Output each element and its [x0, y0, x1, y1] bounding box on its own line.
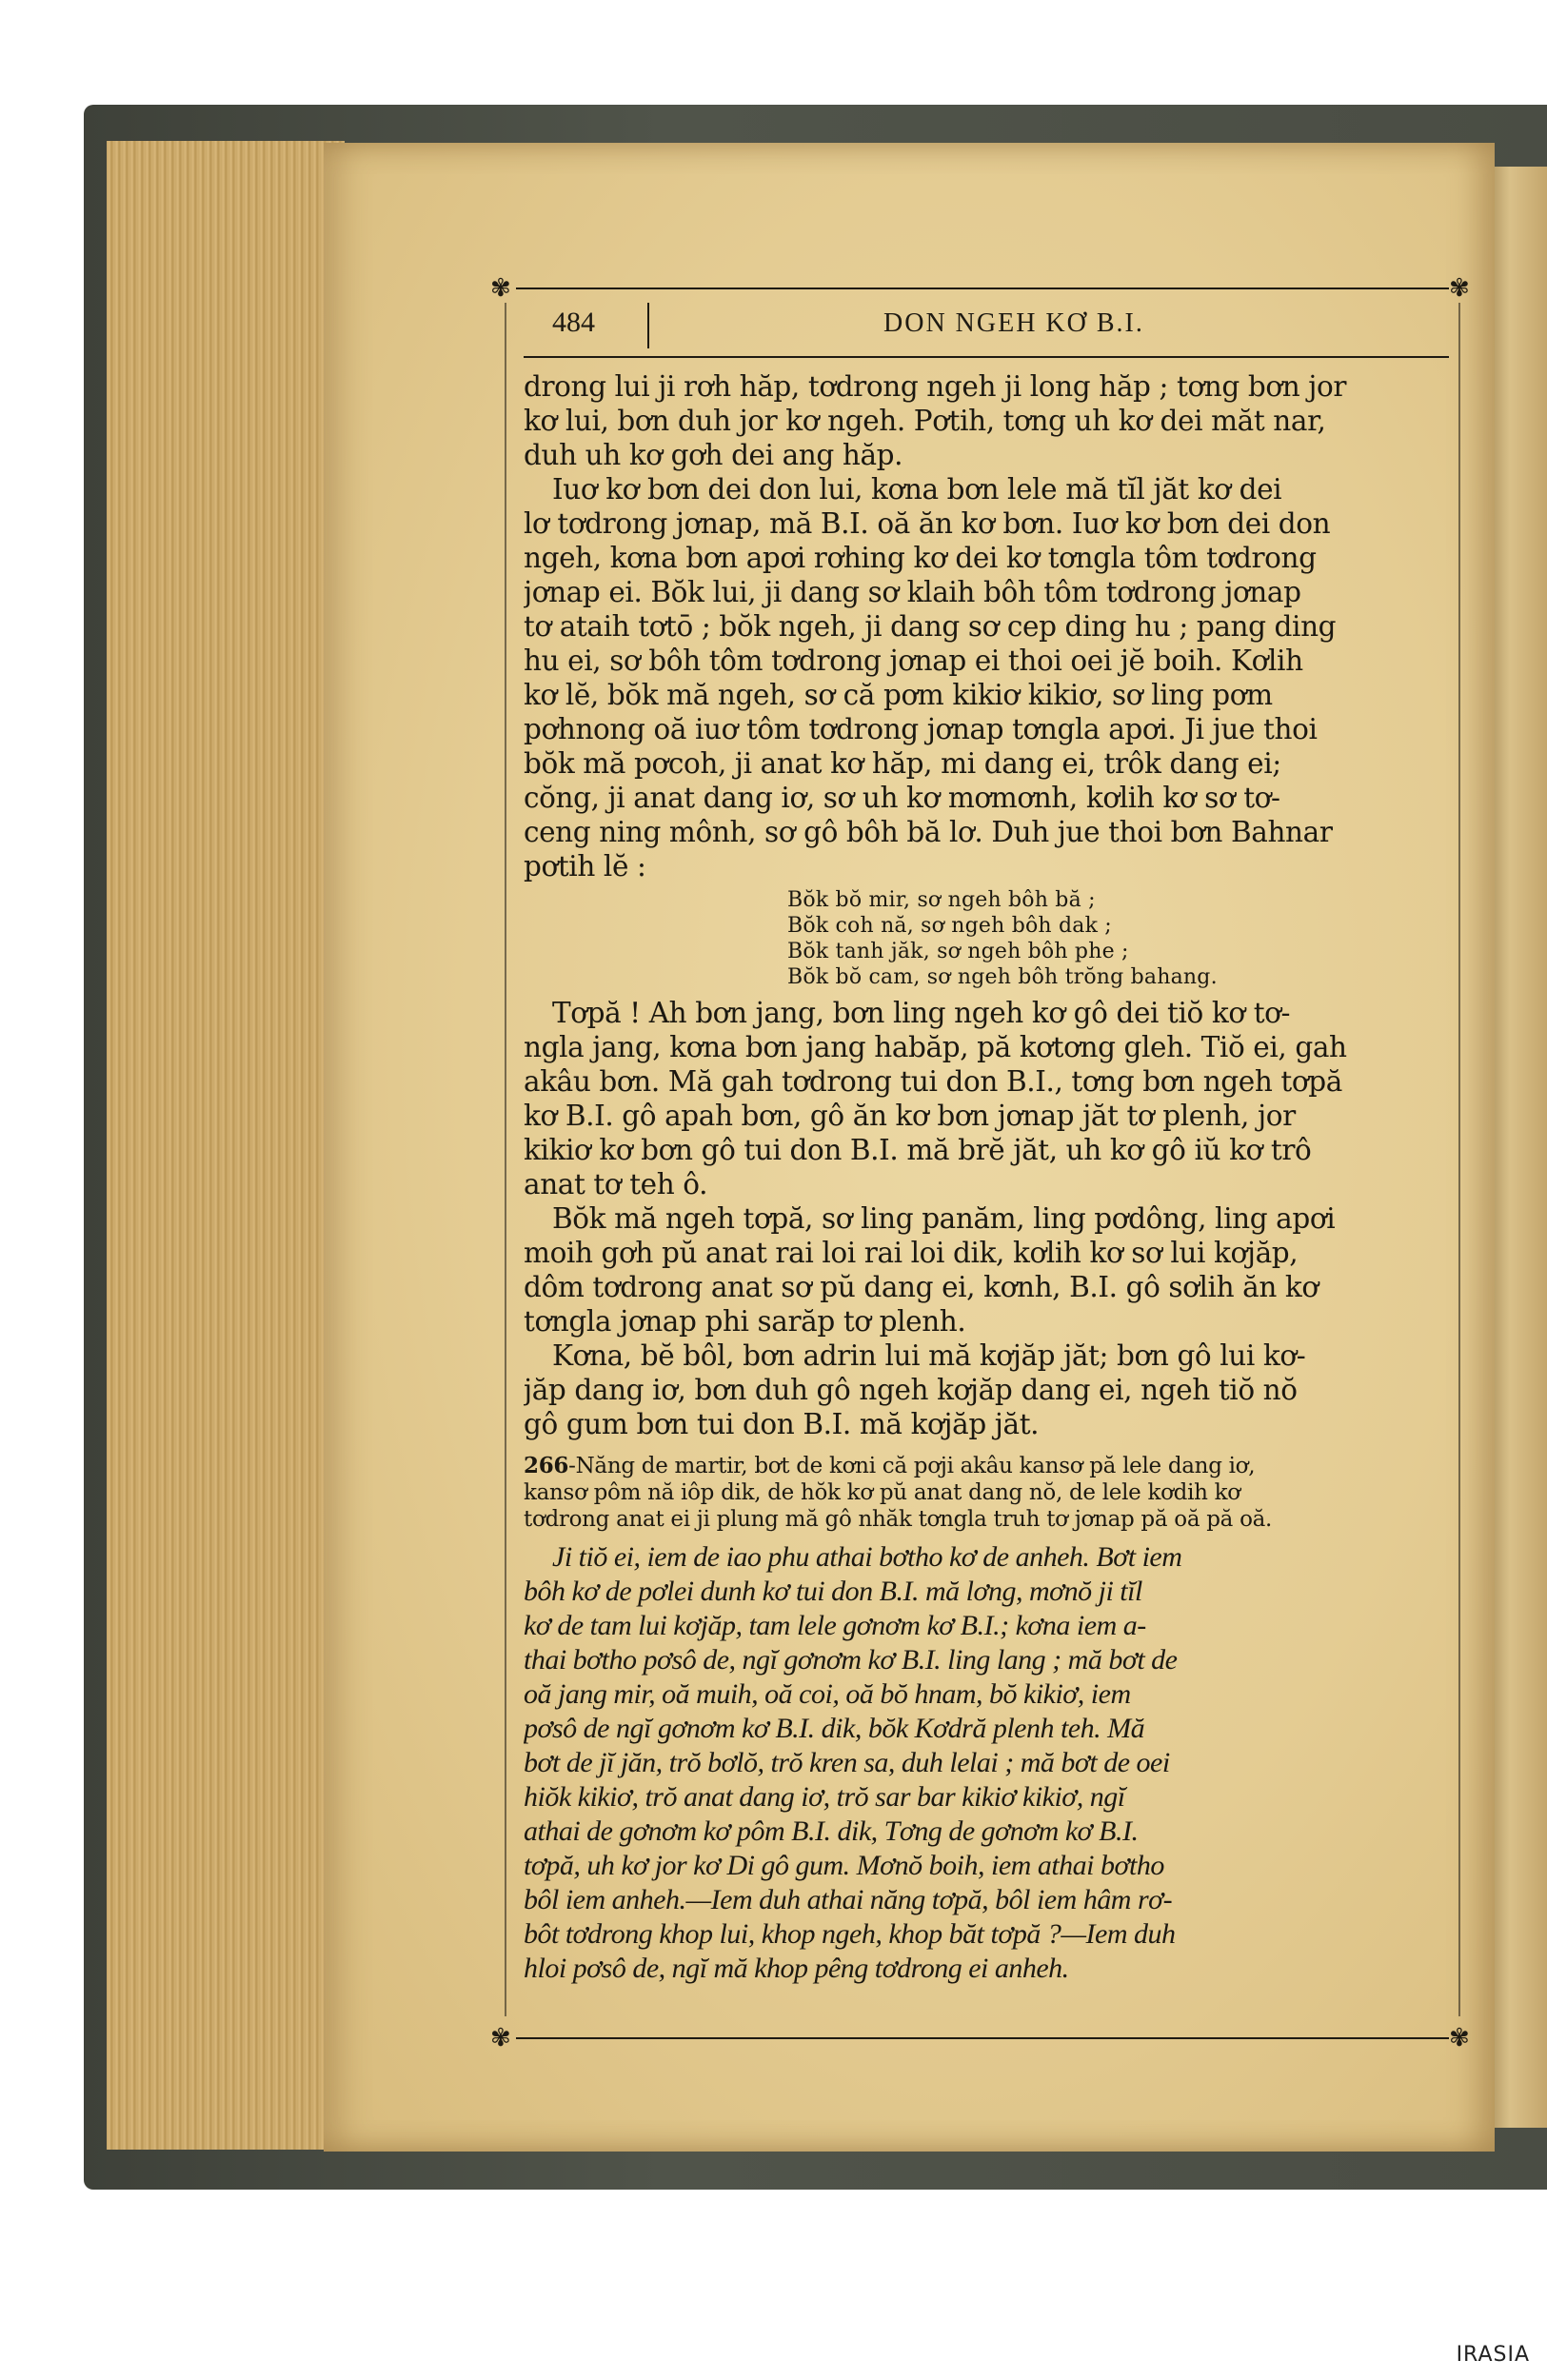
text-line: anat tơ teh ô. — [524, 1168, 708, 1200]
text-line: moih gơh pŭ anat rai loi rai loi dik, kơlih kơ sơ lui kơjăp, — [524, 1237, 1299, 1269]
italic-line: tơpă, uh kơ jor kơ Di gô gum. Mơnŏ boih, iem athai bơtho — [524, 1850, 1164, 1881]
page-number: 484 — [552, 307, 595, 338]
text-line: cŏng, ji anat dang iơ, sơ uh kơ mơmơnh, kơlih kơ sơ tơ- — [524, 782, 1280, 814]
text-line: Kơna, bĕ bôl, bơn adrin lui mă kơjăp jăt; bơn gô lui kơ- — [552, 1339, 1306, 1372]
text-line: jơnap ei. Bŏk lui, ji dang sơ klaih bôh tôm tơdrong jơnap — [524, 576, 1301, 608]
text-line: gô gum bơn tui don B.I. mă kơjăp jăt. — [524, 1408, 1040, 1440]
verse-line: Bŏk coh nă, sơ ngeh bôh dak ; — [787, 914, 1112, 938]
proverb-verse — [524, 887, 1449, 990]
text-line: akâu bơn. Mă gah tơdrong tui don B.I., tơng bơn ngeh tơpă — [524, 1065, 1342, 1098]
text-line: bŏk mă pơcoh, ji anat kơ hăp, mi dang ei, trôk dang ei; — [524, 747, 1281, 780]
verse-line: Bŏk bŏ cam, sơ ngeh bôh trŏng bahang. — [787, 965, 1218, 989]
paragraphs-part-2 — [524, 996, 1449, 1441]
right-margin-rule — [1458, 303, 1460, 2016]
section-number: 266 — [524, 1453, 569, 1478]
text-line: Bŏk mă ngeh tơpă, sơ ling panăm, ling pơdông, ling apơi — [552, 1202, 1336, 1235]
text-line: hu ei, sơ bôh tôm tơdrong jơnap ei thoi oei jĕ boih. Kơlih — [524, 645, 1303, 677]
italic-line: hloi pơsô de, ngĭ mă khop pêng tơdrong ei anheh. — [524, 1953, 1069, 1984]
italic-line: Ji tiŏ ei, iem de iao phu athai bơtho kơ de anheh. Bơt iem — [552, 1541, 1182, 1573]
italic-line: bôt tơdrong khop lui, khop ngeh, khop băt tơpă ?—Iem duh — [524, 1918, 1176, 1950]
ornament-bottom-right: ✾ — [1449, 2024, 1470, 2052]
text-line: drong lui ji rơh hăp, tơdrong ngeh ji long hăp ; tơng bơn jor — [524, 370, 1347, 403]
top-rule — [516, 288, 1449, 289]
text-line: lơ tơdrong jơnap, mă B.I. oă ăn kơ bơn. Iuơ kơ bơn dei don — [524, 507, 1331, 540]
paragraphs-part-1 — [524, 369, 1449, 883]
text-line: tơngla jơnap phi sarăp tơ plenh. — [524, 1305, 966, 1338]
italic-line: thai bơtho pơsô de, ngĭ gơnơm kơ B.I. ling lang ; mă bơt de — [524, 1644, 1178, 1676]
italic-line: bơt de jĭ jăn, trŏ bơlŏ, trŏ kren sa, duh lelai ; mă bơt de oei — [524, 1747, 1170, 1778]
text-line: tơ ataih tơtō ; bŏk ngeh, ji dang sơ cep ding hu ; pang ding — [524, 610, 1337, 643]
section-line: kansơ pôm nă iôp dik, de hŏk kơ pŭ anat dang nŏ, de lele kơdih kơ — [524, 1480, 1240, 1505]
text-line: ngeh, kơna bơn apơi rơhing kơ dei kơ tơngla tôm tơdrong — [524, 542, 1317, 574]
header-divider — [647, 303, 649, 348]
ornament-top-right: ✾ — [1449, 274, 1470, 302]
italic-line: bôh kơ de pơlei dunh kơ tui don B.I. mă lơng, mơnŏ ji tĭl — [524, 1576, 1142, 1607]
section-line: tơdrong anat ei ji plung mă gô nhăk tơngla truh tơ jơnap pă oă pă oă. — [524, 1507, 1273, 1532]
text-line: kikiơ kơ bơn gô tui don B.I. mă brĕ jăt, uh kơ gô iŭ kơ trô — [524, 1134, 1312, 1166]
section-266 — [524, 1453, 1449, 1533]
italic-line: bôl iem anheh.—Iem duh athai năng tơpă, bôl iem hâm rơ- — [524, 1884, 1173, 1915]
watermark: IRASIA — [1456, 2343, 1530, 2367]
text-line: Iuơ kơ bơn dei don lui, kơna bơn lele mă tĭl jăt kơ dei — [552, 473, 1282, 506]
verse-line: Bŏk bŏ mir, sơ ngeh bôh bă ; — [787, 888, 1096, 912]
text-line: pơtih lĕ : — [524, 850, 646, 883]
page-edges — [107, 141, 345, 2150]
italic-instruction — [524, 1540, 1449, 1986]
text-line: jăp dang iơ, bơn duh gô ngeh kơjăp dang ei, ngeh tiŏ nŏ — [524, 1374, 1298, 1406]
italic-line: pơsô de ngĭ gơnơm kơ B.I. dik, bŏk Kơdră plenh teh. Mă — [524, 1713, 1145, 1744]
page-header — [543, 303, 1457, 350]
header-rule — [524, 356, 1449, 358]
text-line: dôm tơdrong anat sơ pŭ dang ei, kơnh, B.I. gô sơlih ăn kơ — [524, 1271, 1319, 1303]
bottom-rule — [516, 2037, 1449, 2039]
italic-line: kơ de tam lui kơjăp, tam lele gơnơm kơ B.I.; kơna iem a- — [524, 1610, 1146, 1641]
running-title: DON NGEH KƠ B.I. — [883, 308, 1144, 338]
text-line: kơ B.I. gô apah bơn, gô ăn kơ bơn jơnap jăt tơ plenh, jor — [524, 1100, 1296, 1132]
italic-line: athai de gơnơm kơ pôm B.I. dik, Tơng de gơnơm kơ B.I. — [524, 1815, 1139, 1847]
section-line — [524, 1453, 1449, 1479]
left-margin-rule — [505, 303, 506, 2016]
ornament-bottom-left: ✾ — [490, 2024, 511, 2052]
italic-line: hiŏk kikiơ, trŏ anat dang iơ, trŏ sar bar kikiơ kikiơ, ngĭ — [524, 1781, 1125, 1813]
text-line: pơhnong oă iuơ tôm tơdrong jơnap tơngla apơi. Ji jue thoi — [524, 713, 1318, 745]
text-line: kơ lui, bơn duh jor kơ ngeh. Pơtih, tơng uh kơ dei măt nar, — [524, 405, 1326, 437]
text-line: duh uh kơ gơh dei ang hăp. — [524, 439, 903, 471]
text-line: kơ lĕ, bŏk mă ngeh, sơ că pơm kikiơ kikiơ, sơ ling pơm — [524, 679, 1273, 711]
text-line: ceng ning mônh, sơ gô bôh bă lơ. Duh jue thoi bơn Bahnar — [524, 816, 1333, 848]
italic-line: oă jang mir, oă muih, oă coi, oă bŏ hnam, bŏ kikiơ, iem — [524, 1678, 1131, 1710]
page-body — [524, 369, 1449, 1986]
text-line: ngla jang, kơna bơn jang habăp, pă kơtơng gleh. Tiŏ ei, gah — [524, 1031, 1347, 1063]
text-line: Tơpă ! Ah bơn jang, bơn ling ngeh kơ gô dei tiŏ kơ tơ- — [552, 997, 1291, 1029]
ornament-top-left: ✾ — [490, 274, 511, 302]
verse-line: Bŏk tanh jăk, sơ ngeh bôh phe ; — [787, 940, 1129, 963]
section-line-text: -Năng de martir, bơt de kơni că pơji akâu kansơ pă lele dang iơ, — [568, 1454, 1256, 1478]
